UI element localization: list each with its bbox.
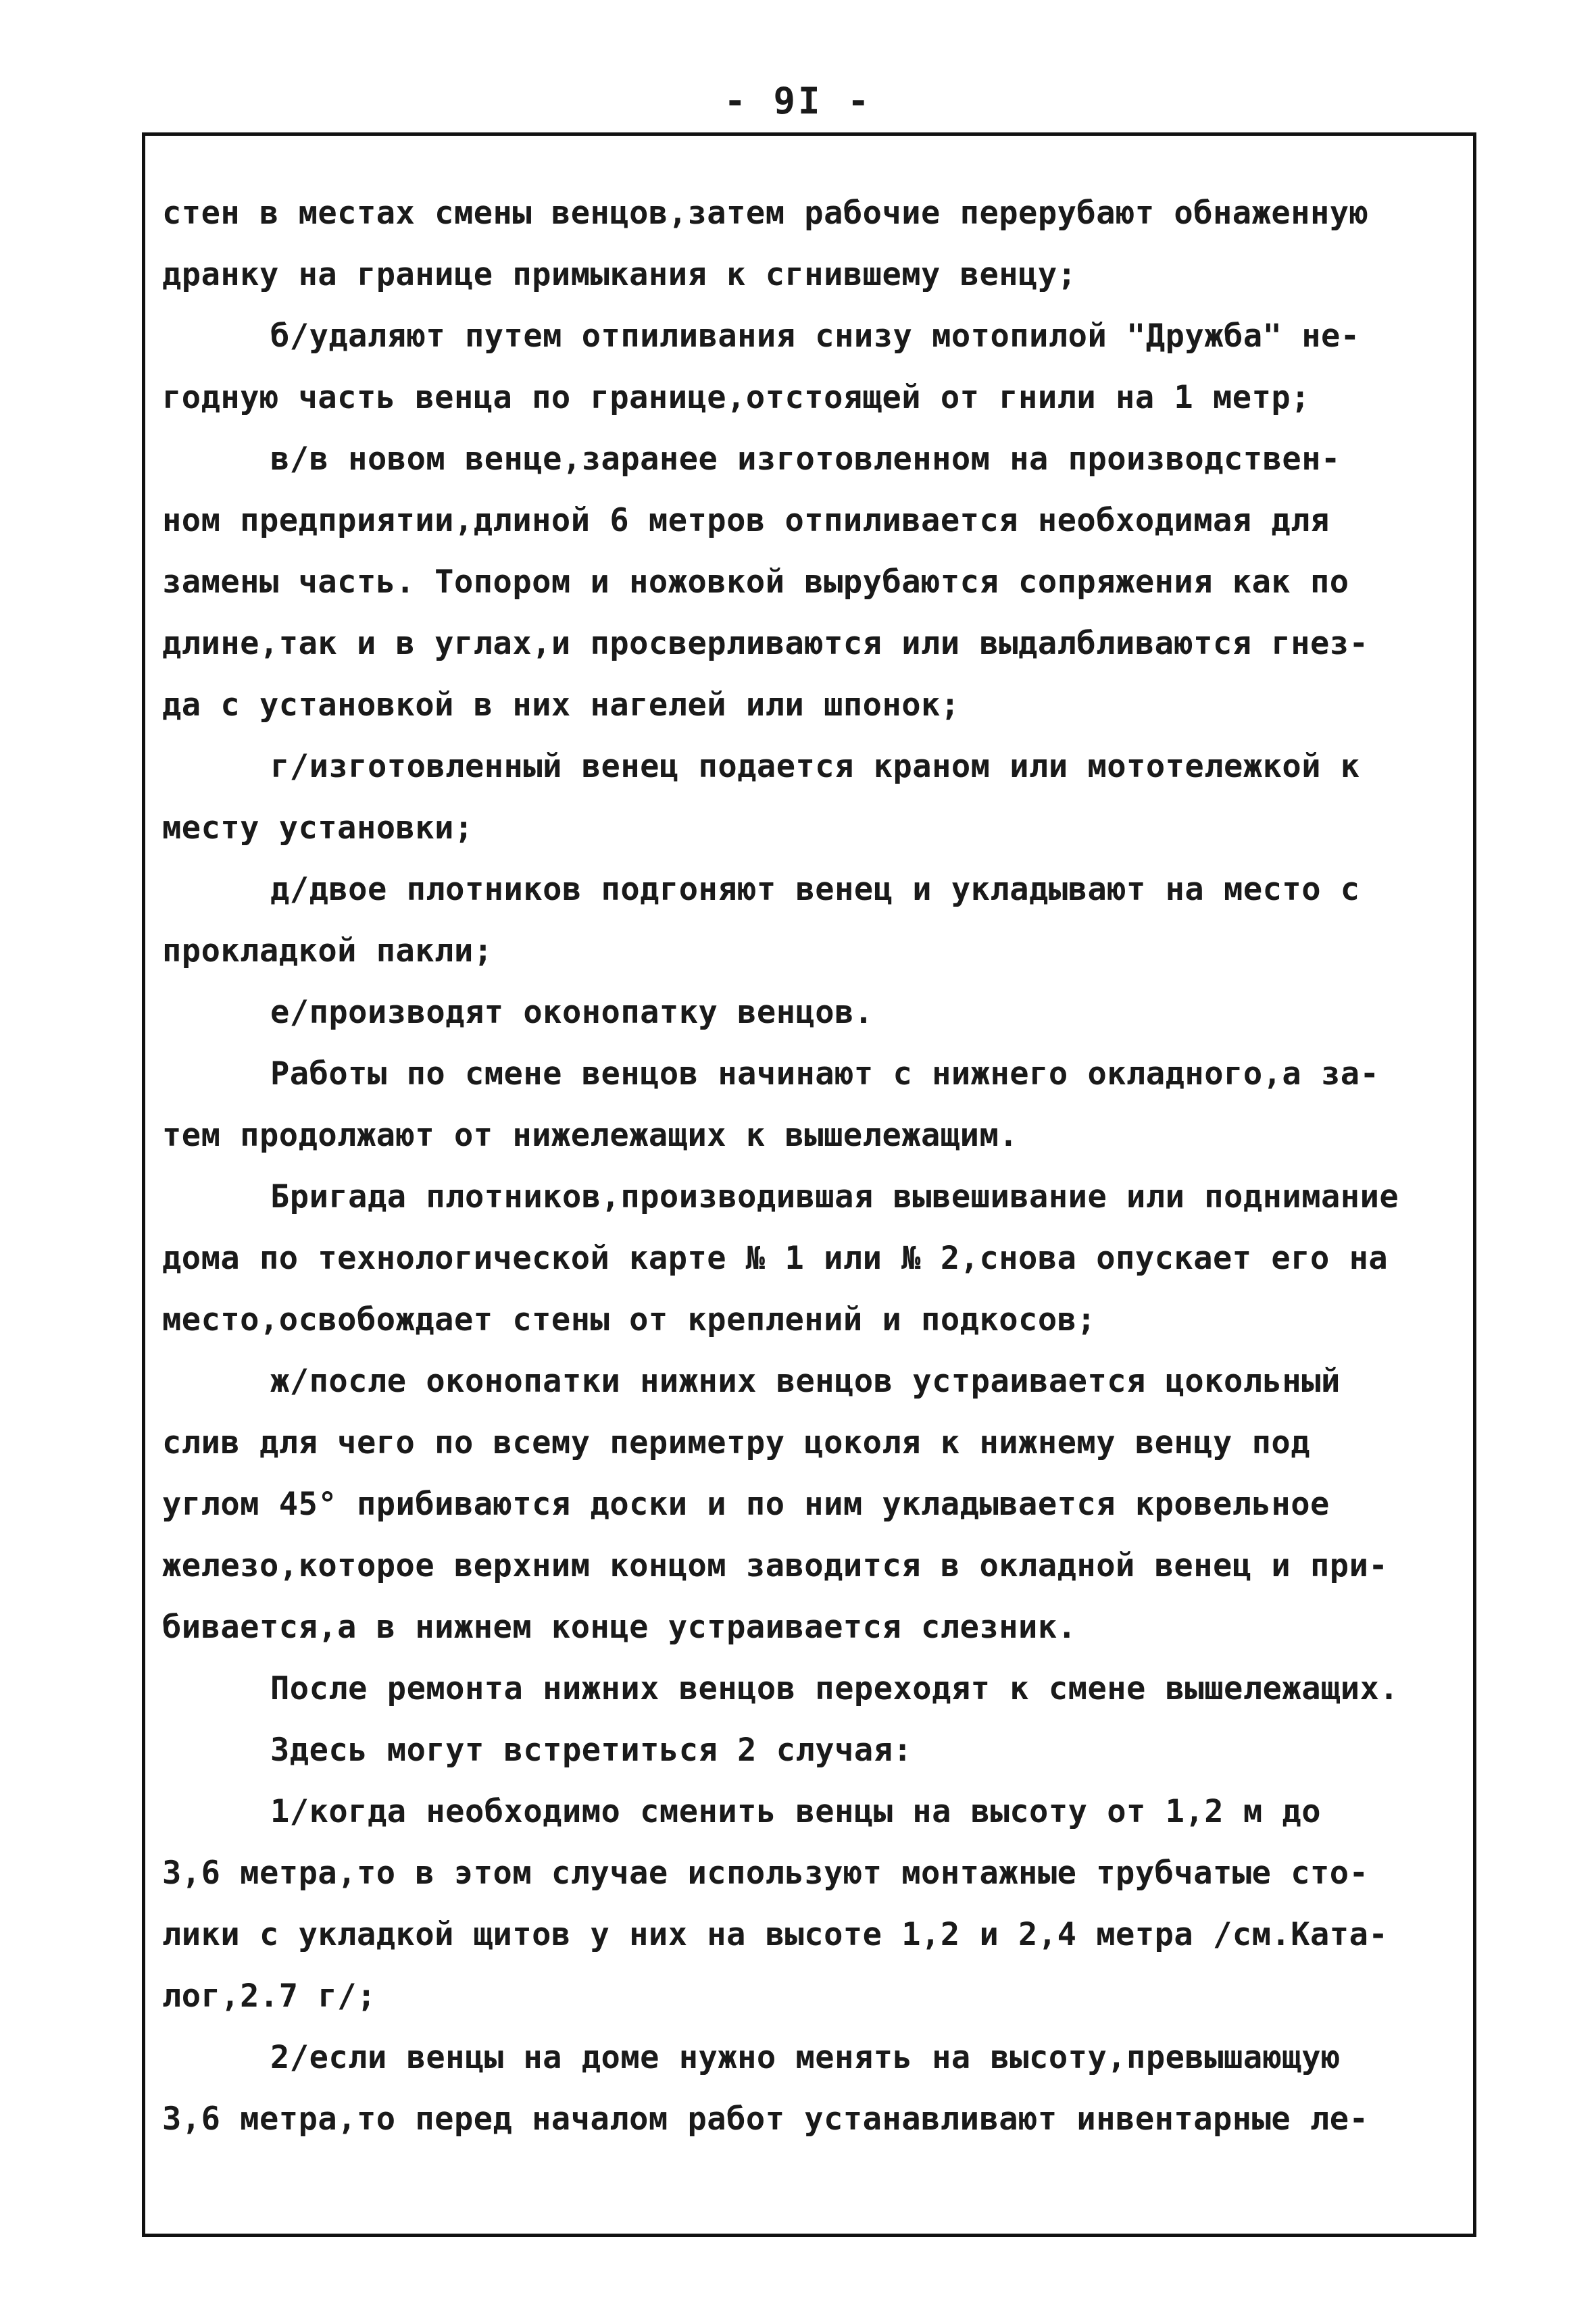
document-body	[162, 182, 1466, 2150]
text-line: 1/когда необходимо сменить венцы на высоту от 1,2 м до	[270, 1793, 1322, 1830]
text-line: Здесь могут встретиться 2 случая:	[270, 1732, 913, 1769]
text-line: железо,которое верхним концом заводится в окладной венец и при-	[162, 1547, 1389, 1584]
text-line: ном предприятии,длиной 6 метров отпиливается необходимая для	[162, 502, 1330, 539]
text-line: замены часть. Топором и ножовкой вырубаются сопряжения как по	[162, 563, 1349, 601]
text-line: годную часть венца по границе,отстоящей от гнили на 1 метр;	[162, 379, 1310, 416]
text-line: слив для чего по всему периметру цоколя к нижнему венцу под	[162, 1424, 1310, 1461]
text-line: После ремонта нижних венцов переходят к смене вышележащих.	[270, 1670, 1399, 1707]
text-line: прокладкой пакли;	[162, 932, 493, 970]
text-line: ж/после оконопатки нижних венцов устраивается цокольный	[270, 1363, 1341, 1400]
page-number: - 9I -	[724, 80, 872, 122]
text-line: дранку на границе примыкания к сгнившему венцу;	[162, 256, 1077, 293]
text-line: 3,6 метра,то перед началом работ устанавливают инвентарные ле-	[162, 2101, 1369, 2138]
text-line: б/удаляют путем отпиливания снизу мотопилой "Дружба" не-	[270, 318, 1360, 355]
text-line: Работы по смене венцов начинают с нижнего окладного,а за-	[270, 1055, 1380, 1092]
text-line: дома по технологической карте № 1 или № 2,снова опускает его на	[162, 1240, 1389, 1277]
text-line: месту установки;	[162, 809, 474, 847]
text-line: е/производят оконопатку венцов.	[270, 994, 874, 1031]
text-line: стен в местах смены венцов,затем рабочие перерубают обнаженную	[162, 195, 1369, 232]
text-line: бивается,а в нижнем конце устраивается слезник.	[162, 1609, 1077, 1646]
text-line: д/двое плотников подгоняют венец и укладывают на место с	[270, 871, 1360, 908]
text-line: тем продолжают от нижележащих к вышележащим.	[162, 1117, 1019, 1154]
text-line: 2/если венцы на доме нужно менять на высоту,превышающую	[270, 2039, 1341, 2076]
text-line: да с установкой в них нагелей или шпонок;	[162, 686, 960, 724]
text-line: место,освобождает стены от креплений и подкосов;	[162, 1301, 1097, 1338]
text-line: г/изготовленный венец подается краном или мототележкой к	[270, 748, 1360, 785]
text-line: углом 45° прибиваются доски и по ним укладывается кровельное	[162, 1486, 1330, 1523]
text-line: длине,так и в углах,и просверливаются или выдалбливаются гнез-	[162, 625, 1369, 662]
text-line: Бригада плотников,производившая вывешивание или поднимание	[270, 1178, 1399, 1215]
text-line: лики с укладкой щитов у них на высоте 1,2 и 2,4 метра /см.Ката-	[162, 1916, 1389, 1953]
text-line: в/в новом венце,заранее изготовленном на производствен-	[270, 441, 1341, 478]
text-line: лог,2.7 г/;	[162, 1978, 376, 2015]
text-line: 3,6 метра,то в этом случае используют монтажные трубчатые сто-	[162, 1855, 1369, 1892]
